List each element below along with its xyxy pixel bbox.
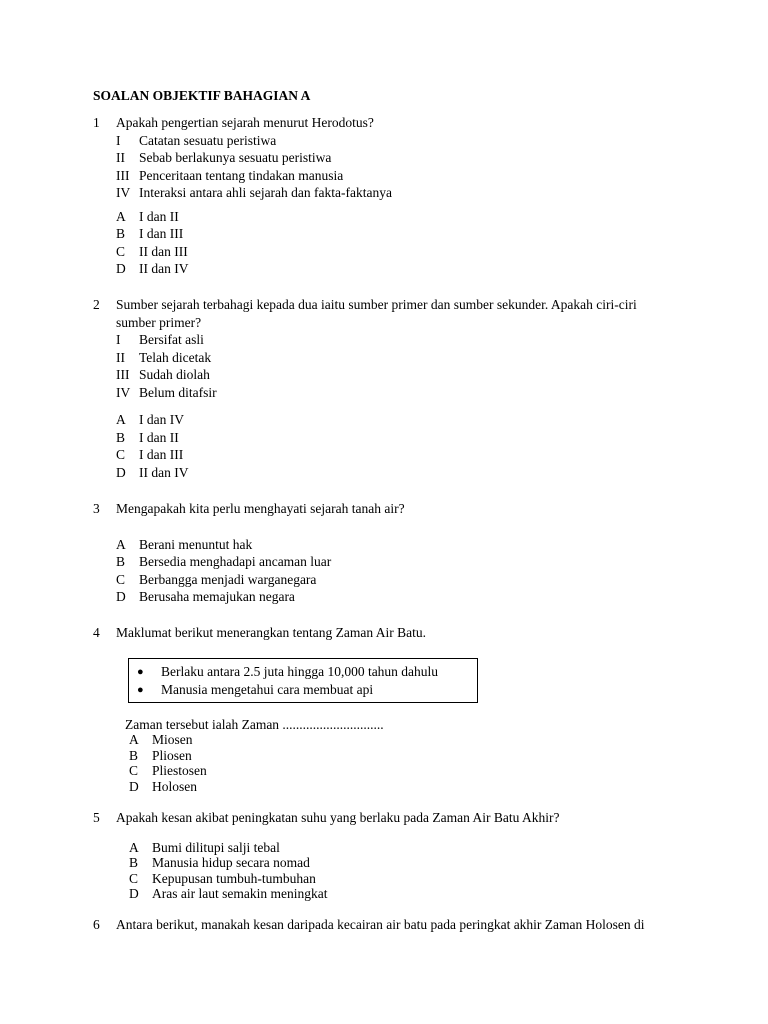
question-stem: Apakah kesan akibat peningkatan suhu yang berlaku pada Zaman Air Batu Akhir?: [116, 810, 560, 825]
statement: II Sebab berlakunya sesuatu peristiwa: [116, 150, 332, 165]
question-number: 4: [93, 625, 100, 640]
question-stem: Sumber sejarah terbahagi kepada dua iaitu sumber primer dan sumber sekunder. Apakah ciri-ciri: [116, 297, 637, 312]
statement: II Telah dicetak: [116, 349, 212, 365]
option: C I dan III: [116, 447, 184, 462]
option: D II dan IV: [116, 261, 189, 276]
question-1: [93, 114, 683, 278]
option: B Pliosen: [129, 747, 192, 763]
question-stem: sumber primer?: [116, 314, 202, 330]
question-follow-up: Zaman tersebut ialah Zaman ..............................: [125, 716, 384, 732]
question-stem: Antara berikut, manakah kesan daripada kecairan air batu pada peringkat akhir Zaman Holosen di: [116, 917, 645, 932]
question-5: [93, 809, 683, 902]
info-box-item: ● Berlaku antara 2.5 juta hingga 10,000 tahun dahulu: [137, 663, 477, 682]
question-3: [93, 500, 683, 606]
option: D Berusaha memajukan negara: [116, 589, 295, 604]
option: B Bersedia menghadapi ancaman luar: [116, 554, 332, 569]
statement: IV Interaksi antara ahli sejarah dan fakta-faktanya: [116, 185, 392, 200]
question-4: [93, 624, 683, 794]
question-number: 2: [93, 297, 100, 312]
option: A Miosen: [129, 732, 193, 747]
option: C Kepupusan tumbuh-tumbuhan: [129, 870, 316, 886]
statement: IV Belum ditafsir: [116, 384, 217, 400]
statement: III Sudah diolah: [116, 367, 210, 382]
option: A I dan IV: [116, 412, 184, 427]
statement: I Catatan sesuatu peristiwa: [116, 132, 277, 148]
option: B I dan III: [116, 226, 184, 241]
option: B I dan II: [116, 429, 179, 445]
question-6: [93, 916, 683, 934]
question-stem: Apakah pengertian sejarah menurut Herodotus?: [116, 115, 374, 130]
section-title: SOALAN OBJEKTIF BAHAGIAN A: [93, 88, 311, 103]
info-box: [128, 658, 478, 703]
option: C II dan III: [116, 243, 188, 259]
question-number: 5: [93, 810, 100, 825]
question-2: [93, 296, 683, 481]
statement: III Penceritaan tentang tindakan manusia: [116, 167, 344, 183]
option: D II dan IV: [116, 464, 189, 480]
statement: I Bersifat asli: [116, 332, 204, 347]
bullet-icon: ●: [137, 684, 144, 696]
question-number: 6: [93, 917, 100, 932]
option: B Manusia hidup secara nomad: [129, 855, 310, 870]
option: C Pliestosen: [129, 763, 207, 778]
info-box-item: ● Manusia mengetahui cara membuat api: [137, 681, 477, 700]
question-number: 3: [93, 501, 100, 516]
option: A Bumi dilitupi salji tebal: [129, 839, 280, 855]
option: A I dan II: [116, 208, 179, 224]
option: A Berani menuntut hak: [116, 536, 253, 552]
option: D Aras air laut semakin meningkat: [129, 886, 328, 901]
option: C Berbangga menjadi warganegara: [116, 571, 317, 587]
question-number: 1: [93, 115, 100, 130]
bullet-icon: ●: [137, 665, 144, 678]
option: D Holosen: [129, 778, 197, 794]
question-stem: Maklumat berikut menerangkan tentang Zaman Air Batu.: [116, 625, 427, 640]
question-stem: Mengapakah kita perlu menghayati sejarah tanah air?: [116, 501, 405, 516]
